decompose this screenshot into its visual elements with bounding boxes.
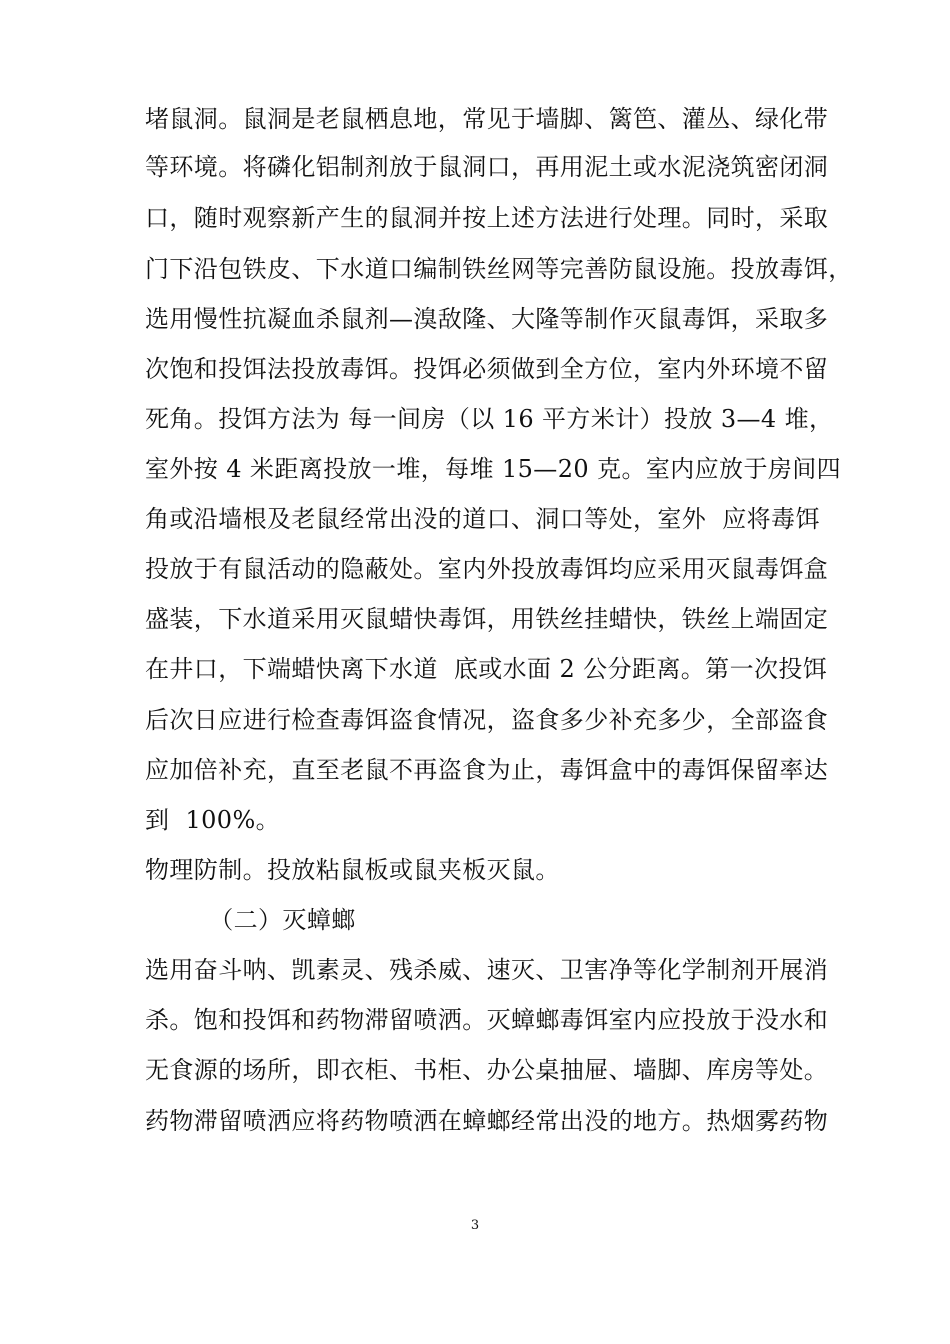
text-line: 到 100%。 bbox=[145, 806, 281, 834]
page-number: 3 bbox=[470, 1218, 480, 1233]
text-line: 口，随时观察新产生的鼠洞并按上述方法进行处理。同时，采取 bbox=[145, 204, 829, 232]
text-line: 物理防制。投放粘鼠板或鼠夹板灭鼠。 bbox=[145, 856, 560, 884]
text-line: 无食源的场所，即衣柜、书柜、办公桌抽屉、墙脚、库房等处。 bbox=[145, 1056, 829, 1084]
text-line: 盛装，下水道采用灭鼠蜡快毒饵，用铁丝挂蜡快，铁丝上端固定 bbox=[145, 605, 829, 633]
text-line: 选用慢性抗凝血杀鼠剂—溴敌隆、大隆等制作灭鼠毒饵，采取多 bbox=[145, 305, 829, 333]
text-line: 角或沿墙根及老鼠经常出没的道口、洞口等处，室外 应将毒饵 bbox=[145, 505, 820, 533]
text-line: 次饱和投饵法投放毒饵。投饵必须做到全方位，室内外环境不留 bbox=[145, 355, 829, 383]
section-heading: （二）灭蟑螂 bbox=[145, 906, 356, 934]
text-line: 在井口，下端蜡快离下水道 底或水面 2 公分距离。第一次投饵 bbox=[145, 655, 828, 683]
text-line: 后次日应进行检查毒饵盗食情况，盗食多少补充多少，全部盗食 bbox=[145, 706, 829, 734]
text-line: 投放于有鼠活动的隐蔽处。室内外投放毒饵均应采用灭鼠毒饵盒 bbox=[145, 555, 829, 583]
text-line: 应加倍补充，直至老鼠不再盗食为止，毒饵盒中的毒饵保留率达 bbox=[145, 756, 829, 784]
text-line: 选用奋斗呐、凯素灵、残杀威、速灭、卫害净等化学制剂开展消 bbox=[145, 956, 829, 984]
text-line: 门下沿包铁皮、下水道口编制铁丝网等完善防鼠设施。投放毒饵， bbox=[145, 255, 853, 283]
text-line: 药物滞留喷洒应将药物喷洒在蟑螂经常出没的地方。热烟雾药物 bbox=[145, 1107, 829, 1135]
text-line: 杀。饱和投饵和药物滞留喷洒。灭蟑螂毒饵室内应投放于没水和 bbox=[145, 1006, 829, 1034]
text-line: 等环境。将磷化铝制剂放于鼠洞口，再用泥土或水泥浇筑密闭洞 bbox=[145, 153, 829, 181]
text-line: 堵鼠洞。鼠洞是老鼠栖息地，常见于墙脚、篱笆、灌丛、绿化带 bbox=[145, 105, 829, 133]
text-line: 室外按 4 米距离投放一堆，每堆 15—20 克。室内应放于房间四 bbox=[145, 455, 842, 483]
text-line: 死角。投饵方法为 每一间房（以 16 平方米计）投放 3—4 堆， bbox=[145, 405, 834, 433]
